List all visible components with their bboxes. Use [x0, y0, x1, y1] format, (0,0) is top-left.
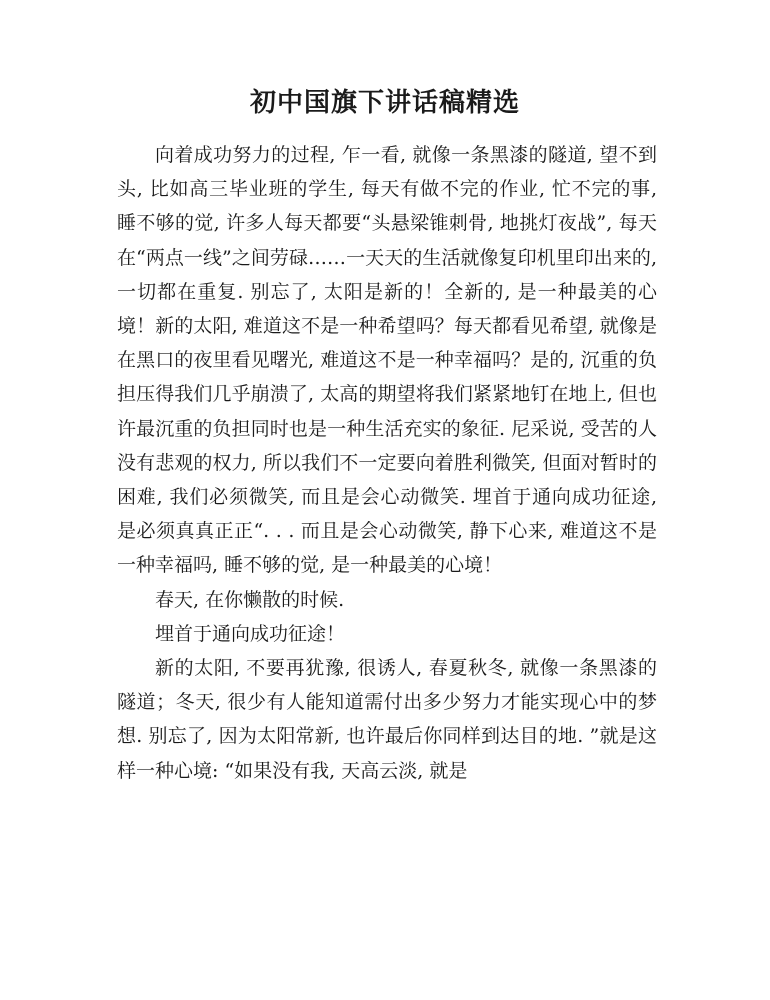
paragraph: 埋首于通向成功征途！	[155, 622, 346, 645]
document-title: 初中国旗下讲话稿精选	[249, 88, 520, 118]
paragraph: 新的太阳, 不要再犹豫, 很诱人, 春夏秋冬, 就像一条黑漆的隧道；冬天, 很少有人能知道需付出多少努力才能实现心中的梦想. 别忘了, 因为太阳常新, 也许最后你同样到达目的地. ”就是这样一种心境: “如果没有我, 天高云淡, 就是	[117, 657, 657, 782]
paragraph: 向着成功努力的过程, 乍一看, 就像一条黑漆的隧道, 望不到头, 比如高三毕业班的学生, 每天有做不完的作业, 忙不完的事, 睡不够的觉, 许多人每天都要“头悬梁锥刺骨, 地挑灯夜战”, 每天在“两点一线”之间劳碌……一天天的生活就像复印机里印出来的, 一切都在重复. 别忘了, 太阳是新的！全新的, 是一种最美的心境！新的太阳, 难道这不是一种希望吗？每天都看见希望, 就像是在黑口的夜里看见曙光, 难道这不是一种幸福吗？是的, 沉重的负担压得我们几乎崩溃了, 太高的期望将我们紧紧地钉在地上, 但也许最沉重的负担同时也是一种生活充实的象征. 尼采说, 受苦的人没有悲观的权力, 所以我们不一定要向着胜利微笑, 但面对暂时的困难, 我们必须微笑, 而且是会心动微笑. 埋首于通向成功征途, 是必须真真正正“. . . 而且是会心动微笑, 静下心来, 难道这不是一种幸福吗, 睡不够的觉, 是一种最美的心境！	[117, 144, 657, 577]
paragraph: 春天, 在你懒散的时候.	[155, 588, 345, 611]
document-body	[117, 138, 657, 788]
